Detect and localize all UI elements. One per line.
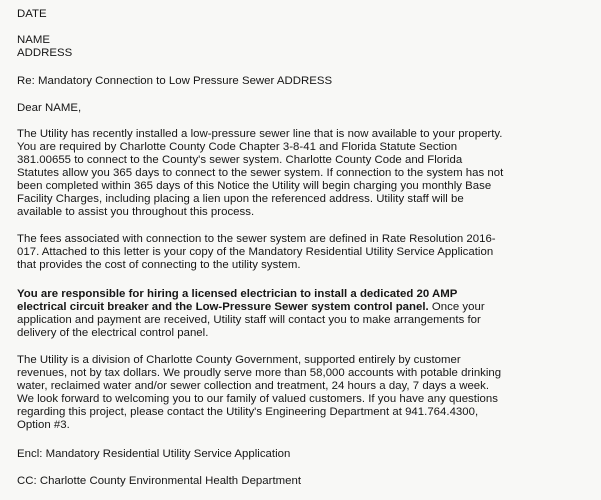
paragraph-line: that provides the cost of connecting to the utility system. — [17, 259, 301, 271]
paragraph-line: Option #3. — [17, 419, 70, 431]
mixed-notice-line — [17, 301, 485, 314]
notice-tail-text: Once your — [428, 301, 485, 313]
salutation: Dear NAME, — [17, 102, 82, 114]
paragraph-line: You are required by Charlotte County Code Chapter 3-8-41 and Florida Statute Section — [17, 141, 458, 153]
enclosure-line: Encl: Mandatory Residential Utility Service Application — [17, 448, 291, 460]
paragraph-line: available to assist you throughout this process. — [17, 206, 255, 218]
recipient-name: NAME — [17, 34, 50, 46]
paragraph-line: revenues, not by tax dollars. We proudly serve more than 58,000 accounts with potable drinking — [17, 367, 502, 379]
paragraph-line: The fees associated with connection to the sewer system are defined in Rate Resolution 2016- — [17, 233, 496, 245]
paragraph-line: water, reclaimed water and/or sewer collection and treatment, 24 hours a day, 7 days a week. — [17, 380, 490, 392]
paragraph-line: The Utility has recently installed a low-pressure sewer line that is now available to your property. — [17, 128, 503, 140]
bold-notice-line: You are responsible for hiring a licensed electrician to install a dedicated 20 AMP — [17, 288, 458, 300]
date-line: DATE — [17, 8, 47, 20]
paragraph-line: regarding this project, please contact the Utility's Engineering Department at 941.764.4300, — [17, 406, 479, 418]
paragraph-line: been completed within 365 days of this Notice the Utility will begin charging you monthly Base — [17, 180, 492, 192]
paragraph-line: 017. Attached to this letter is your copy of the Mandatory Residential Utility Service Application — [17, 246, 494, 258]
cc-line: CC: Charlotte County Environmental Health Department — [17, 475, 302, 487]
paragraph-line: Statutes allow you 365 days to connect to the sewer system. If connection to the system has not — [17, 167, 504, 179]
paragraph-line: The Utility is a division of Charlotte County Government, supported entirely by customer — [17, 354, 461, 366]
re-line: Re: Mandatory Connection to Low Pressure Sewer ADDRESS — [17, 75, 333, 87]
paragraph-line: application and payment are received, Utility staff will contact you to make arrangements for — [17, 314, 481, 326]
paragraph-line: Facility Charges, including placing a lien upon the referenced address. Utility staff will be — [17, 193, 464, 205]
bold-notice-text: electrical circuit breaker and the Low-Pressure Sewer system control panel. — [17, 301, 429, 313]
paragraph-line: We look forward to welcoming you to our family of valued customers. If you have any questions — [17, 393, 498, 405]
recipient-address: ADDRESS — [17, 47, 73, 59]
paragraph-line: 381.00655 to connect to the County's sewer system. Charlotte County Code and Florida — [17, 154, 463, 166]
paragraph-line: delivery of the electrical control panel. — [17, 327, 209, 339]
